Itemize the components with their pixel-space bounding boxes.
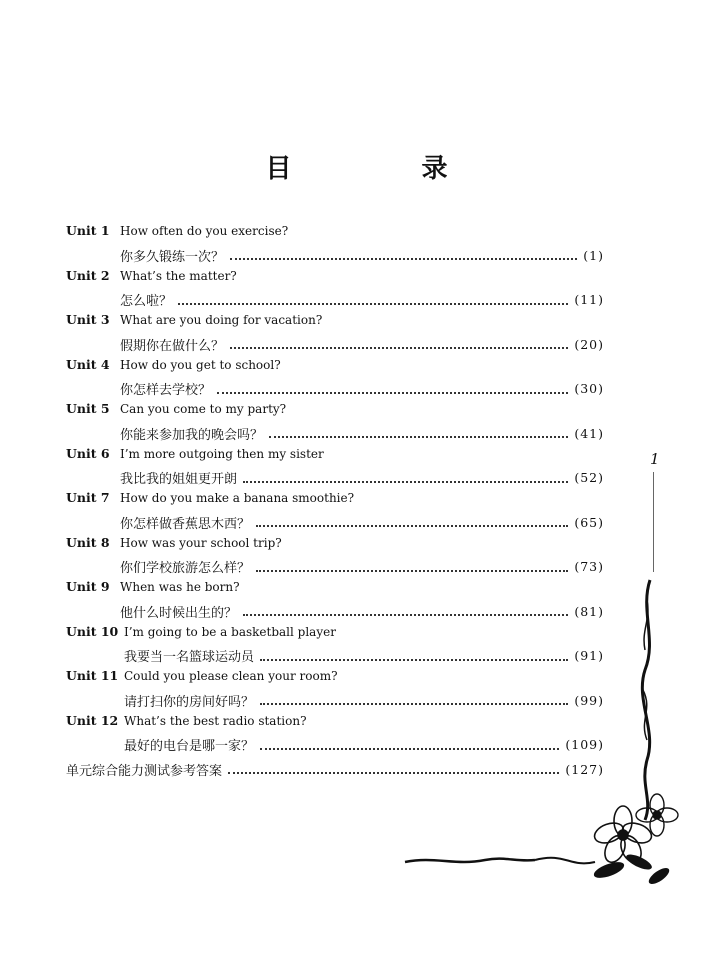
unit-english-title: Can you come to my party? (120, 402, 287, 416)
page-number: (109) (565, 737, 604, 753)
toc-unit-2[interactable] (66, 267, 604, 289)
dot-leader (243, 469, 568, 483)
page-number: (20) (574, 336, 604, 352)
unit-chinese-title: 怎么啦？ (120, 294, 173, 310)
unit-chinese-title: 我比我的姐姐更开朗 (120, 472, 238, 488)
unit-chinese-title: 最好的电台是哪一家？ (124, 739, 255, 755)
unit-label: Unit 10 (66, 623, 119, 639)
toc-entry-2[interactable] (66, 289, 604, 312)
unit-label: Unit 4 (66, 356, 110, 372)
unit-english-title: I’m going to be a basketball player (124, 624, 336, 639)
dot-leader (217, 380, 568, 394)
toc-unit-4[interactable] (66, 356, 604, 378)
unit-label: Unit 12 (66, 712, 119, 728)
toc-entry-4[interactable] (66, 378, 604, 401)
unit-label: Unit 5 (66, 401, 110, 416)
toc-unit-5[interactable] (66, 400, 604, 422)
unit-label: Unit 6 (66, 445, 110, 461)
unit-english-title: Could you please clean your room? (124, 669, 338, 683)
page-number: (65) (574, 514, 604, 530)
toc-unit-1[interactable] (66, 222, 604, 244)
page-number: (1) (583, 247, 604, 263)
unit-chinese-title: 你怎样去学校？ (120, 383, 212, 399)
dot-leader (178, 291, 568, 305)
unit-chinese-title: 他什么时候出生的？ (120, 605, 238, 621)
page-title: 目 录 (265, 154, 500, 184)
unit-english-title: How was your school trip? (120, 535, 282, 550)
dot-leader (230, 246, 577, 260)
unit-english-title: What’s the matter? (120, 268, 237, 283)
page-number: (81) (574, 603, 604, 619)
unit-english-title: When was he born? (120, 580, 240, 594)
toc-unit-3[interactable] (66, 311, 604, 333)
toc-entry-5[interactable] (66, 422, 604, 445)
unit-english-title: How do you make a banana smoothie? (120, 491, 355, 505)
toc-entry-3[interactable] (66, 333, 604, 356)
unit-chinese-title: 你怎样做香蕉思木西？ (120, 516, 251, 532)
unit-label: Unit 3 (66, 312, 110, 327)
page-number: (30) (574, 381, 604, 397)
unit-english-title: How often do you exercise? (120, 224, 289, 238)
toc-unit-7[interactable] (66, 489, 604, 511)
unit-english-title: What are you doing for vacation? (120, 313, 323, 327)
dot-leader (230, 335, 568, 349)
page-number: (52) (574, 470, 604, 486)
answers-title: 单元综合能力测试参考答案 (66, 763, 223, 779)
unit-english-title: How do you get to school? (120, 357, 281, 372)
toc-entry-1[interactable] (66, 244, 604, 267)
page-number: (127) (565, 761, 604, 777)
unit-label: Unit 1 (66, 223, 110, 238)
unit-chinese-title: 假期你在做什么？ (120, 338, 225, 354)
page-folio: 1 (650, 450, 660, 468)
unit-label: Unit 9 (66, 579, 110, 594)
dot-leader (269, 424, 568, 438)
unit-english-title: What’s the best radio station? (124, 713, 307, 728)
page-number: (11) (574, 292, 604, 308)
floral-ornament-icon (395, 570, 695, 900)
margin-rule (653, 472, 654, 572)
unit-chinese-title: 你们学校旅游怎么样？ (120, 561, 251, 577)
unit-label: Unit 2 (66, 267, 110, 283)
unit-chinese-title: 你能来参加我的晚会吗？ (120, 427, 264, 443)
unit-chinese-title: 请打扫你的房间好吗？ (124, 694, 255, 710)
toc-unit-6[interactable] (66, 445, 604, 467)
toc-entry-6[interactable] (66, 467, 604, 490)
unit-label: Unit 8 (66, 534, 110, 550)
unit-label: Unit 7 (66, 490, 110, 505)
toc-unit-8[interactable] (66, 534, 604, 556)
page-number: (73) (574, 559, 604, 575)
toc-entry-7[interactable] (66, 511, 604, 534)
page-number: (41) (574, 425, 604, 441)
unit-chinese-title: 我要当一名篮球运动员 (124, 650, 255, 666)
page-number: (99) (574, 692, 604, 708)
page-number: (91) (574, 648, 604, 664)
unit-english-title: I’m more outgoing then my sister (120, 446, 324, 461)
unit-label: Unit 11 (66, 668, 119, 683)
unit-chinese-title: 你多久锻练一次？ (120, 249, 225, 265)
dot-leader (256, 513, 568, 527)
